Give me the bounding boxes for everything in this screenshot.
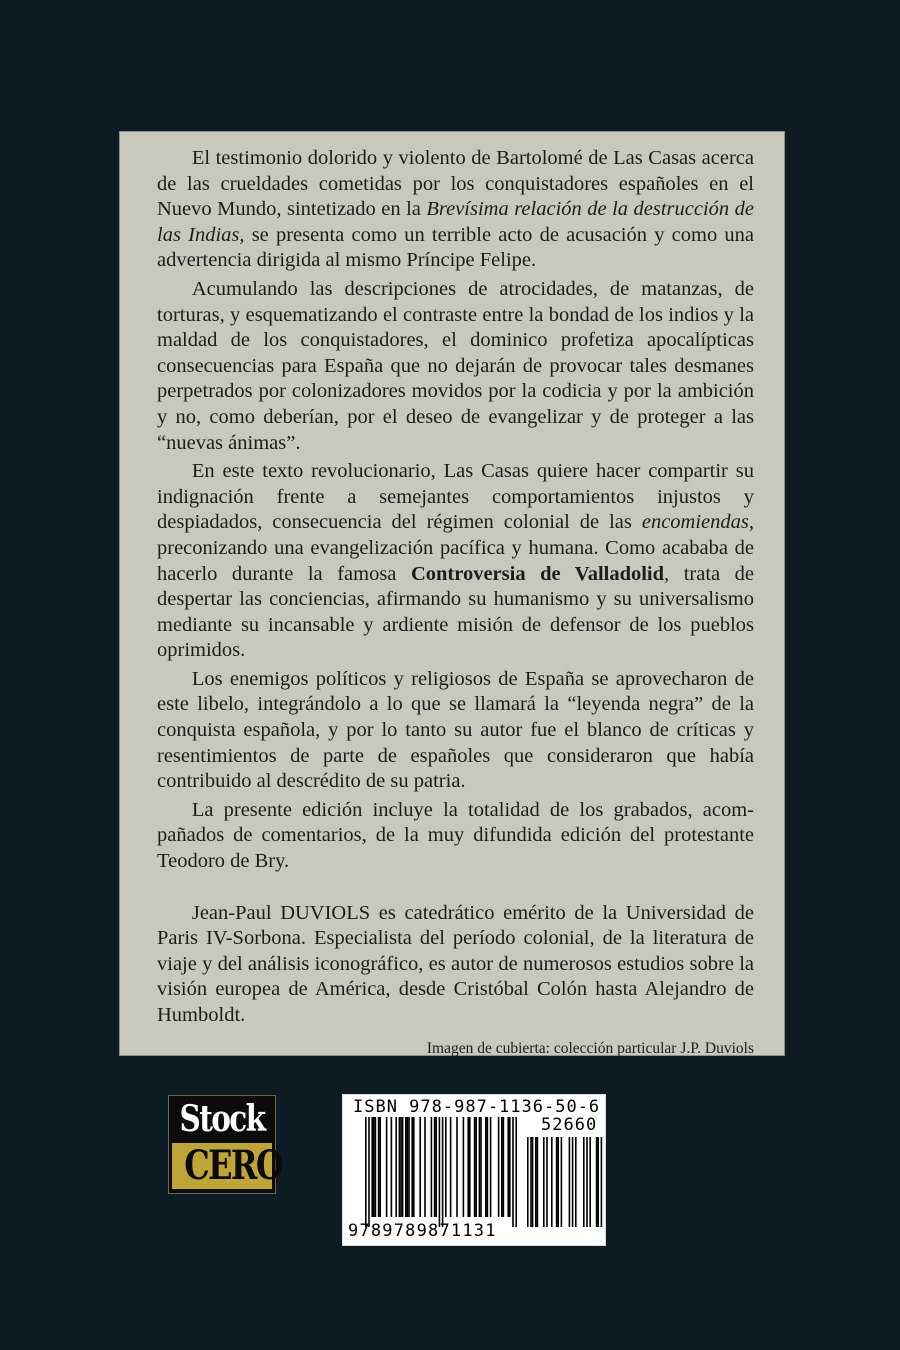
barcode-bar xyxy=(490,1117,492,1217)
barcode-bar xyxy=(501,1117,503,1217)
addon-bar xyxy=(530,1137,532,1227)
addon-bar xyxy=(589,1137,591,1227)
barcode-bar xyxy=(413,1117,415,1217)
barcode-bar xyxy=(434,1117,436,1217)
addon-bar xyxy=(532,1137,534,1227)
barcode-bar xyxy=(378,1117,380,1217)
barcode-bar xyxy=(402,1117,404,1217)
addon-bar xyxy=(586,1137,588,1227)
ean-digits: 9789789871131 xyxy=(348,1221,497,1241)
text-segment: , preconizando una evangelización pacífica y humana. Como acababa de hacerlo durante la famosa xyxy=(157,511,754,585)
addon-bar xyxy=(601,1137,603,1227)
barcode-bar xyxy=(379,1117,381,1217)
barcode-bar xyxy=(395,1117,397,1217)
barcode-bar xyxy=(439,1117,441,1227)
barcode-bar xyxy=(475,1117,477,1217)
text-segment: La presente edición incluye la totalidad de los grabados, acompañados de comentarios, de la muy difundida edición del protestante Teodoro de Bry. xyxy=(157,798,754,873)
addon-bar xyxy=(543,1137,545,1227)
barcode-bar xyxy=(431,1117,433,1217)
barcode-bar xyxy=(405,1117,407,1217)
addon-bar xyxy=(583,1137,585,1227)
addon-bar xyxy=(535,1137,537,1227)
barcode-bar xyxy=(498,1117,500,1217)
barcode-bar xyxy=(442,1117,444,1227)
addon-bar xyxy=(537,1137,539,1227)
addon-bar xyxy=(572,1137,574,1227)
publisher-logo xyxy=(168,1095,283,1194)
barcode-bar xyxy=(487,1117,489,1217)
text-segment: Brevísima relación de la destrucción de las Indias, xyxy=(157,198,754,246)
addon-bar xyxy=(561,1137,563,1227)
barcode-bar xyxy=(485,1117,487,1217)
synopsis-text xyxy=(157,146,754,875)
barcode-bar xyxy=(450,1117,452,1217)
image-credit: Imagen de cubierta: colección particular J.P. Duviols xyxy=(426,1039,754,1057)
logo-stock-text: Stock xyxy=(179,1098,265,1140)
addon-bar xyxy=(575,1137,577,1227)
barcode-bar xyxy=(456,1117,458,1217)
barcode-bar xyxy=(373,1117,375,1217)
addon-digits: 52660 xyxy=(541,1115,598,1135)
barcode-bar xyxy=(386,1117,388,1217)
barcode-bar xyxy=(435,1117,437,1217)
barcode-bar xyxy=(479,1117,481,1217)
text-segment: El testimonio dolorido y violento de Bartolomé de Las Casas acerca de las crueldades cometidas por los conquistadores españoles en el Nuevo Mundo, sintetizado en la xyxy=(157,147,754,221)
text-segment: , trata de despertar las conciencias, afirmando su humanismo y su universalismo mediante su incansable y ardiente misión de defensor de los pueblos oprimidos. xyxy=(157,562,754,662)
barcode-bar xyxy=(371,1117,373,1217)
barcode-bar xyxy=(469,1117,471,1217)
addon-bar xyxy=(556,1137,558,1227)
barcode-bar xyxy=(512,1117,514,1227)
synopsis-paragraph xyxy=(157,146,754,274)
addon-bar xyxy=(596,1137,598,1227)
barcode-bar xyxy=(424,1117,426,1217)
text-segment: encomiendas xyxy=(641,511,749,534)
barcode-bar xyxy=(507,1117,509,1217)
addon-bar xyxy=(557,1137,559,1227)
text-segment: Los enemigos políticos y religiosos de España se aprovecharon de este libelo, integrándolo a lo que se llamará la “leyenda negra” de la conquista española, y por lo tanto su autor fue el blanco de críticas y resentimientos de parte de españoles que consideraron que había contribuido al descrédito de su patria. xyxy=(157,667,754,793)
addon-bar xyxy=(597,1137,599,1227)
barcode-bar xyxy=(445,1117,447,1217)
synopsis-paragraph xyxy=(157,798,754,875)
barcode-bar xyxy=(391,1117,393,1217)
addon-bar xyxy=(527,1137,529,1227)
author-bio: Jean-Paul DUVIOLS es catedrático emérito de la Universidad de Paris IV-Sorbona. Especialista del período colonial, de la literatura de viaje y del análisis iconográfico, es autor de numerosos estudios sobre la visión europea de América, desde Cristóbal Colón hasta Alejandro de Humboldt. xyxy=(157,901,754,1026)
barcode-bar xyxy=(368,1117,370,1227)
addon-bar xyxy=(546,1137,548,1227)
barcode-bar xyxy=(407,1117,409,1217)
text-segment: En este texto revolucionario, Las Casas quiere hacer compartir su indignación frente a semejantes comportamientos injustos y despiadados, consecuencia del régimen colonial de las xyxy=(157,460,754,534)
barcode-bar xyxy=(408,1117,410,1217)
barcode-bar xyxy=(467,1117,469,1217)
addon-bar xyxy=(569,1137,571,1227)
synopsis-paragraph xyxy=(157,667,754,795)
text-segment: se presenta como un terrible acto de acusación y como una advertencia dirigida al mismo Príncipe Felipe. xyxy=(157,223,754,272)
barcode-bar xyxy=(503,1117,505,1217)
synopsis-paragraph xyxy=(157,459,754,664)
barcode-bar xyxy=(400,1117,402,1217)
isbn-label: ISBN 978-987-1136-50-6 xyxy=(353,1097,601,1117)
text-segment: Acumulando las descripciones de atrocidades, de matanzas, de torturas, y esquematizando el contraste entre la bondad de los indios y la maldad de los conquistadores, el dominico profetiza apocalípticas consecuencias para España que no dejarán de provocar tales desmanes perpetrados por colonizadores movidos por la codicia y por la ambición y no, como deberían, por el deseo de evangelizar y de proteger a las “nuevas ánimas”. xyxy=(157,277,754,454)
barcode-bar xyxy=(480,1117,482,1217)
barcode-bar xyxy=(509,1117,511,1217)
barcode-bar xyxy=(365,1117,367,1227)
barcode-bar xyxy=(375,1117,377,1217)
synopsis-panel xyxy=(119,131,785,1056)
barcode-bar xyxy=(515,1117,517,1227)
barcode-bar xyxy=(474,1117,476,1217)
logo-cero-text: CERO xyxy=(184,1142,283,1189)
barcode-bar xyxy=(399,1117,401,1217)
synopsis-paragraph xyxy=(157,277,754,456)
barcode-bar xyxy=(411,1117,413,1217)
logo-cero-block xyxy=(172,1142,283,1189)
text-segment: Controversia de Valladolid xyxy=(410,562,665,585)
addon-bar xyxy=(551,1137,553,1227)
barcode-bar xyxy=(419,1117,421,1217)
barcode-bar xyxy=(463,1117,465,1217)
isbn-barcode xyxy=(342,1094,606,1246)
